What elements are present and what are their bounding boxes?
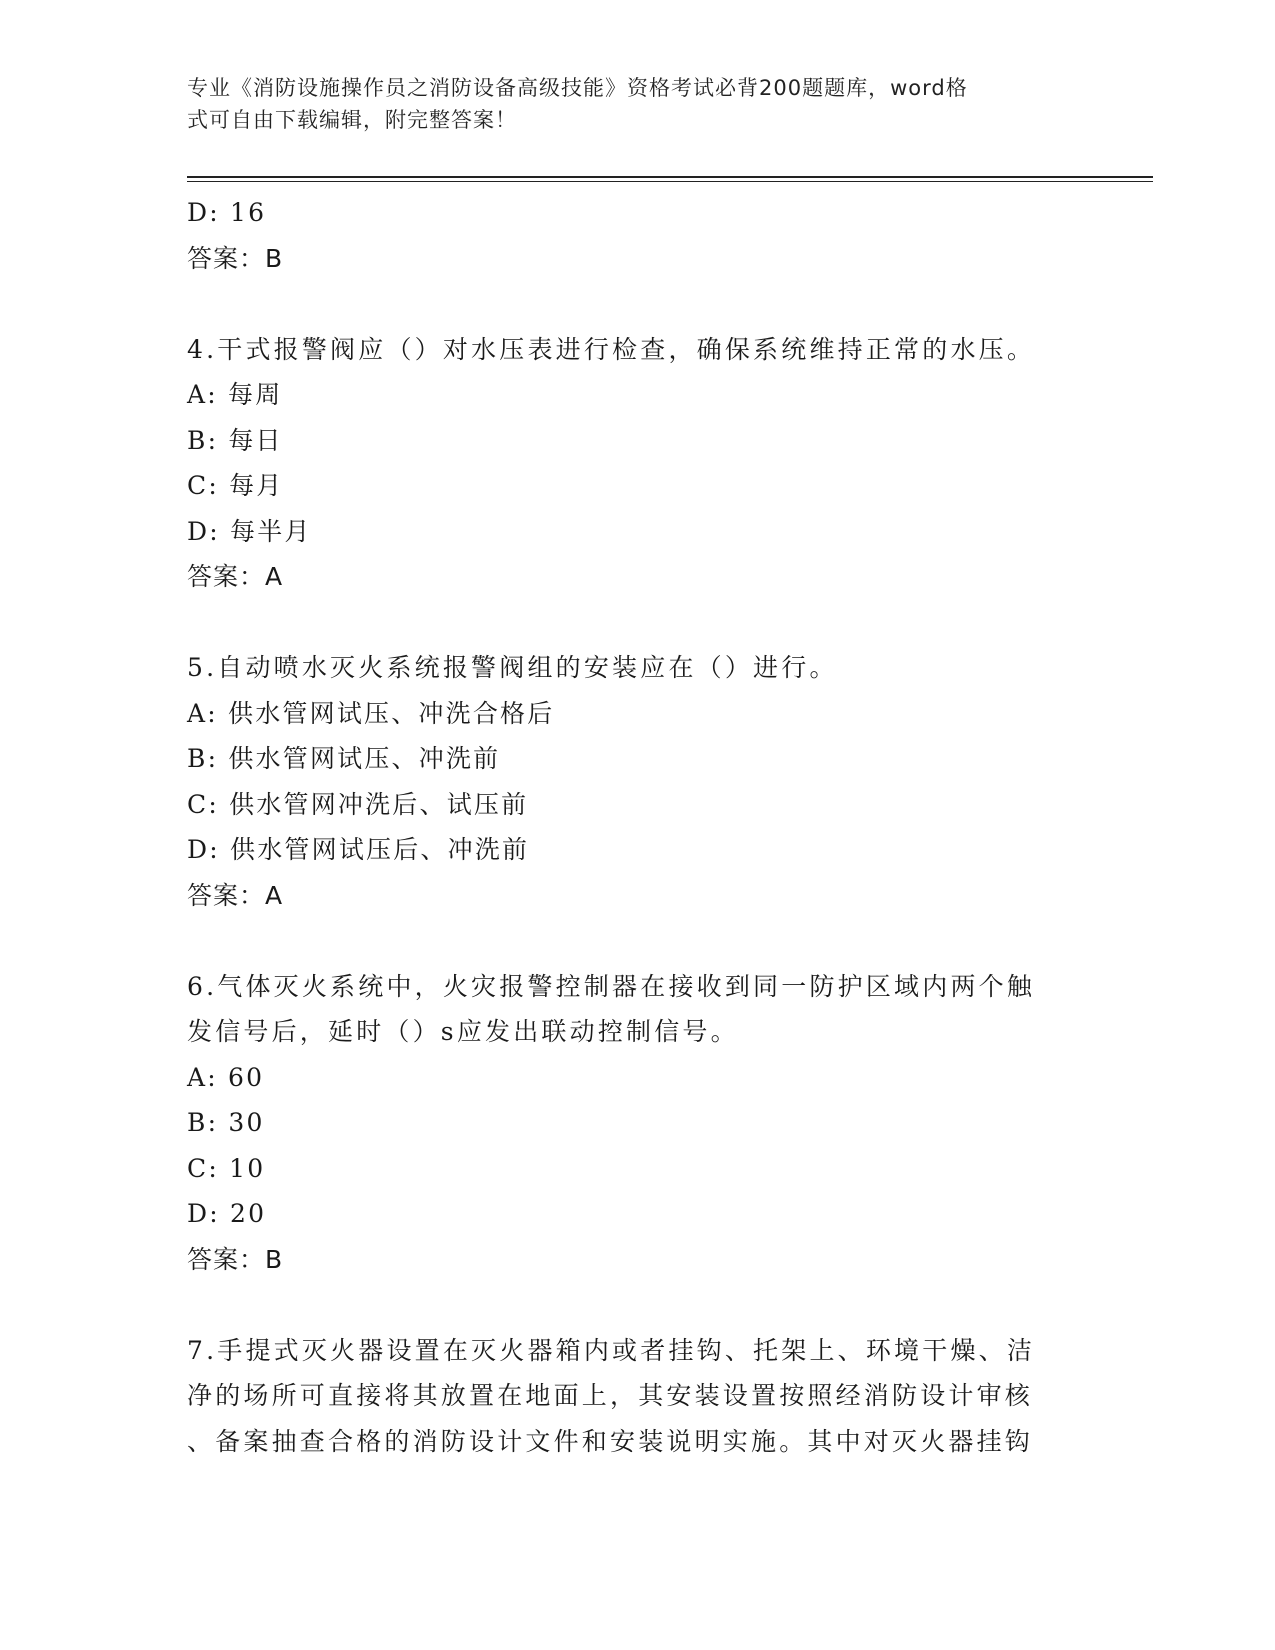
option-a: A: 60 (187, 1062, 265, 1092)
option-b: B: 每日 (187, 425, 283, 455)
answer-line: 答案：B (187, 1244, 284, 1274)
option-a: A: 每周 (187, 380, 283, 409)
option-c: C: 供水管网冲洗后、试压前 (187, 789, 529, 819)
option-c: C: 10 (187, 1153, 266, 1183)
option-b: B: 供水管网试压、冲洗前 (187, 744, 501, 773)
answer-line: 答案：B (187, 243, 284, 273)
question-stem-line: 5.自动喷水灭火系统报警阀组的安装应在（）进行。 (187, 653, 838, 682)
spacer (187, 1282, 1067, 1328)
option-c: C: 每月 (187, 471, 284, 500)
question-stem-line: 、备案抽查合格的消防设计文件和安装说明实施。其中对灭火器挂钩 (187, 1426, 1034, 1456)
option-d: D: 20 (187, 1199, 267, 1228)
option-d: D: 每半月 (187, 516, 312, 546)
answer-line: 答案：A (187, 562, 284, 591)
question-stem-line: 7.手提式灭火器设置在灭火器箱内或者挂钩、托架上、环境干燥、洁 (187, 1335, 1036, 1365)
spacer (187, 600, 1067, 646)
option-b: B: 30 (187, 1108, 265, 1137)
question-5 (187, 645, 1067, 918)
header-line-2: 式可自由下载编辑，附完整答案！ (187, 108, 517, 132)
question-stem-line: 4.干式报警阀应（）对水压表进行检查，确保系统维持正常的水压。 (187, 334, 1036, 364)
question-stem-line: 发信号后，延时（）s应发出联动控制信号。 (187, 1017, 739, 1046)
previous-question-tail (187, 190, 1067, 281)
option-d: D: 供水管网试压后、冲洗前 (187, 835, 530, 864)
option-d: D: 16 (187, 198, 267, 227)
header-line-1: 专业《消防设施操作员之消防设备高级技能》资格考试必背200题题库，word格 (187, 76, 968, 100)
spacer (187, 281, 1067, 327)
header-divider-thick (187, 176, 1153, 178)
question-7 (187, 1328, 1067, 1465)
question-4 (187, 327, 1067, 600)
answer-line: 答案：A (187, 880, 284, 910)
question-6 (187, 964, 1067, 1283)
question-stem-line: 6.气体灭火系统中，火灾报警控制器在接收到同一防护区域内两个触 (187, 971, 1036, 1001)
question-stem-line: 净的场所可直接将其放置在地面上，其安装设置按照经消防设计审核 (187, 1381, 1034, 1410)
spacer (187, 918, 1067, 964)
header-divider-thin (187, 181, 1153, 182)
option-a: A: 供水管网试压、冲洗合格后 (187, 698, 555, 728)
document-header (187, 72, 1067, 136)
question-list (187, 190, 1067, 1464)
